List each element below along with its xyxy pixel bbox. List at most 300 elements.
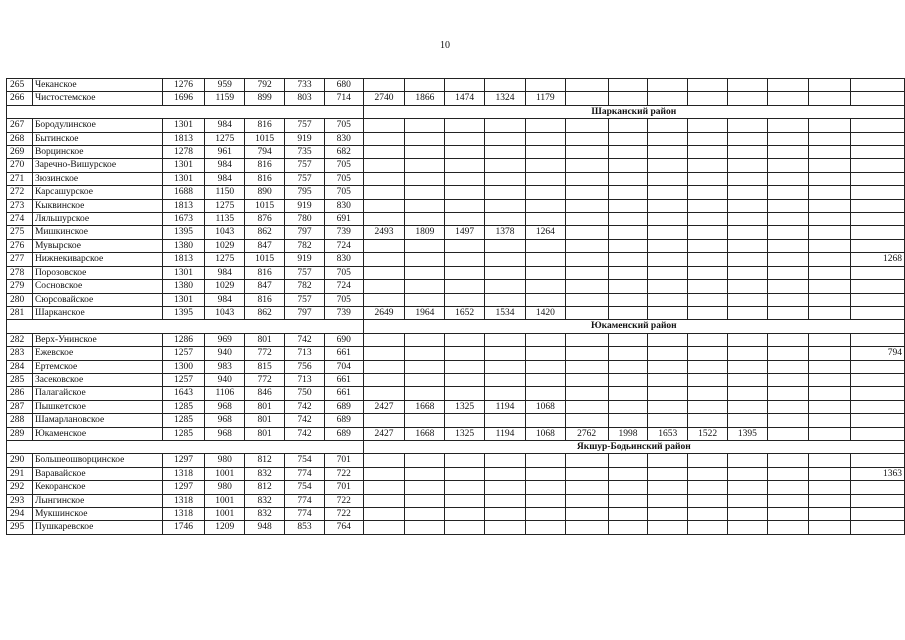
value-cell bbox=[608, 414, 648, 427]
value-cell: 1286 bbox=[162, 333, 205, 346]
value-cell bbox=[445, 186, 485, 199]
value-cell: 968 bbox=[205, 414, 245, 427]
value-cell bbox=[565, 467, 608, 480]
value-cell: 830 bbox=[324, 253, 363, 266]
value-cell bbox=[728, 508, 768, 521]
value-cell bbox=[445, 494, 485, 507]
value-cell bbox=[728, 266, 768, 279]
value-cell bbox=[688, 521, 728, 534]
value-cell bbox=[363, 199, 405, 212]
value-cell: 984 bbox=[205, 159, 245, 172]
value-cell bbox=[405, 481, 445, 494]
value-cell: 812 bbox=[245, 454, 285, 467]
value-cell bbox=[767, 481, 809, 494]
value-cell bbox=[405, 132, 445, 145]
value-cell bbox=[405, 172, 445, 185]
value-cell: 735 bbox=[285, 146, 325, 159]
value-cell: 830 bbox=[324, 199, 363, 212]
value-cell: 830 bbox=[324, 132, 363, 145]
value-cell bbox=[363, 454, 405, 467]
value-cell: 689 bbox=[324, 414, 363, 427]
value-cell bbox=[485, 146, 526, 159]
value-cell: 1522 bbox=[688, 427, 728, 440]
value-cell bbox=[445, 347, 485, 360]
row-number: 272 bbox=[7, 186, 33, 199]
value-cell: 742 bbox=[285, 333, 325, 346]
table-row bbox=[7, 360, 905, 373]
value-cell bbox=[525, 186, 565, 199]
value-cell: 754 bbox=[285, 454, 325, 467]
value-cell: 1420 bbox=[525, 306, 565, 319]
value-cell bbox=[363, 146, 405, 159]
value-cell bbox=[767, 239, 809, 252]
value-cell: 1813 bbox=[162, 199, 205, 212]
value-cell bbox=[363, 213, 405, 226]
value-cell bbox=[405, 159, 445, 172]
value-cell: 1285 bbox=[162, 427, 205, 440]
value-cell bbox=[608, 508, 648, 521]
value-cell bbox=[485, 213, 526, 226]
value-cell bbox=[565, 266, 608, 279]
value-cell bbox=[405, 199, 445, 212]
table-row bbox=[7, 481, 905, 494]
table-row bbox=[7, 400, 905, 413]
value-cell bbox=[648, 266, 688, 279]
value-cell bbox=[445, 333, 485, 346]
value-cell bbox=[809, 400, 851, 413]
value-cell bbox=[445, 119, 485, 132]
row-number: 295 bbox=[7, 521, 33, 534]
value-cell: 984 bbox=[205, 119, 245, 132]
value-cell: 801 bbox=[245, 414, 285, 427]
value-cell bbox=[809, 508, 851, 521]
value-cell bbox=[809, 481, 851, 494]
value-cell bbox=[525, 253, 565, 266]
value-cell bbox=[688, 306, 728, 319]
value-cell: 816 bbox=[245, 172, 285, 185]
value-cell: 1043 bbox=[205, 226, 245, 239]
value-cell: 1318 bbox=[162, 467, 205, 480]
value-cell: 661 bbox=[324, 347, 363, 360]
row-number: 285 bbox=[7, 373, 33, 386]
value-cell bbox=[565, 400, 608, 413]
value-cell: 1275 bbox=[205, 132, 245, 145]
value-cell bbox=[688, 414, 728, 427]
value-cell bbox=[565, 172, 608, 185]
row-number: 292 bbox=[7, 481, 33, 494]
value-cell bbox=[363, 347, 405, 360]
value-cell bbox=[405, 213, 445, 226]
value-cell: 2427 bbox=[363, 400, 405, 413]
value-cell bbox=[608, 373, 648, 386]
value-cell bbox=[565, 521, 608, 534]
value-cell bbox=[445, 508, 485, 521]
value-cell bbox=[608, 481, 648, 494]
value-cell bbox=[485, 333, 526, 346]
value-cell: 1301 bbox=[162, 266, 205, 279]
value-cell bbox=[851, 280, 905, 293]
value-cell: 742 bbox=[285, 427, 325, 440]
value-cell bbox=[445, 79, 485, 92]
value-cell bbox=[405, 79, 445, 92]
value-cell bbox=[485, 360, 526, 373]
value-cell bbox=[405, 146, 445, 159]
value-cell bbox=[688, 333, 728, 346]
value-cell: 862 bbox=[245, 306, 285, 319]
value-cell bbox=[809, 253, 851, 266]
row-number: 266 bbox=[7, 92, 33, 105]
value-cell bbox=[648, 494, 688, 507]
value-cell bbox=[485, 521, 526, 534]
value-cell bbox=[445, 253, 485, 266]
value-cell: 757 bbox=[285, 159, 325, 172]
value-cell: 2762 bbox=[565, 427, 608, 440]
table-row bbox=[7, 373, 905, 386]
settlement-name: Чистостемское bbox=[32, 92, 162, 105]
value-cell bbox=[525, 213, 565, 226]
settlement-name: Лынгинское bbox=[32, 494, 162, 507]
value-cell bbox=[485, 79, 526, 92]
value-cell bbox=[405, 333, 445, 346]
value-cell: 724 bbox=[324, 280, 363, 293]
value-cell bbox=[485, 253, 526, 266]
value-cell bbox=[363, 119, 405, 132]
value-cell bbox=[809, 186, 851, 199]
value-cell bbox=[688, 159, 728, 172]
value-cell bbox=[608, 306, 648, 319]
row-number: 274 bbox=[7, 213, 33, 226]
value-cell bbox=[851, 494, 905, 507]
value-cell bbox=[688, 199, 728, 212]
value-cell bbox=[767, 494, 809, 507]
value-cell bbox=[648, 199, 688, 212]
value-cell bbox=[648, 467, 688, 480]
value-cell bbox=[648, 280, 688, 293]
value-cell: 689 bbox=[324, 400, 363, 413]
value-cell bbox=[648, 226, 688, 239]
value-cell: 890 bbox=[245, 186, 285, 199]
value-cell: 1380 bbox=[162, 280, 205, 293]
value-cell bbox=[851, 333, 905, 346]
value-cell bbox=[525, 132, 565, 145]
value-cell bbox=[648, 306, 688, 319]
settlement-name: Ежевское bbox=[32, 347, 162, 360]
value-cell: 1300 bbox=[162, 360, 205, 373]
settlement-name: Ляльшурское bbox=[32, 213, 162, 226]
value-cell: 1395 bbox=[162, 306, 205, 319]
value-cell bbox=[648, 92, 688, 105]
value-cell bbox=[688, 79, 728, 92]
table-row bbox=[7, 508, 905, 521]
value-cell: 832 bbox=[245, 508, 285, 521]
value-cell: 899 bbox=[245, 92, 285, 105]
value-cell bbox=[648, 454, 688, 467]
value-cell bbox=[851, 427, 905, 440]
value-cell bbox=[809, 239, 851, 252]
settlement-name: Бытинское bbox=[32, 132, 162, 145]
value-cell bbox=[525, 373, 565, 386]
value-cell bbox=[525, 494, 565, 507]
value-cell bbox=[565, 92, 608, 105]
value-cell: 705 bbox=[324, 293, 363, 306]
value-cell bbox=[851, 79, 905, 92]
value-cell: 980 bbox=[205, 481, 245, 494]
row-number: 283 bbox=[7, 347, 33, 360]
settlement-name: Пышкетское bbox=[32, 400, 162, 413]
value-cell bbox=[648, 387, 688, 400]
value-cell bbox=[485, 266, 526, 279]
value-cell bbox=[525, 481, 565, 494]
value-cell: 722 bbox=[324, 494, 363, 507]
value-cell: 862 bbox=[245, 226, 285, 239]
value-cell bbox=[851, 373, 905, 386]
value-cell bbox=[728, 226, 768, 239]
value-cell bbox=[565, 387, 608, 400]
value-cell: 757 bbox=[285, 172, 325, 185]
value-cell bbox=[565, 280, 608, 293]
value-cell bbox=[728, 414, 768, 427]
value-cell bbox=[405, 414, 445, 427]
value-cell bbox=[728, 213, 768, 226]
value-cell bbox=[809, 213, 851, 226]
table-row bbox=[7, 333, 905, 346]
value-cell: 757 bbox=[285, 293, 325, 306]
district-header-row bbox=[7, 320, 905, 333]
tariff-table bbox=[6, 78, 905, 535]
value-cell bbox=[363, 280, 405, 293]
row-number: 288 bbox=[7, 414, 33, 427]
table-row bbox=[7, 172, 905, 185]
value-cell: 661 bbox=[324, 373, 363, 386]
value-cell bbox=[363, 293, 405, 306]
value-cell bbox=[648, 119, 688, 132]
value-cell bbox=[405, 239, 445, 252]
value-cell bbox=[767, 454, 809, 467]
value-cell bbox=[445, 266, 485, 279]
value-cell bbox=[851, 199, 905, 212]
value-cell bbox=[565, 414, 608, 427]
value-cell bbox=[767, 467, 809, 480]
value-cell: 1015 bbox=[245, 132, 285, 145]
settlement-name: Заречно-Вишурское bbox=[32, 159, 162, 172]
value-cell bbox=[565, 481, 608, 494]
value-cell bbox=[809, 146, 851, 159]
value-cell bbox=[363, 132, 405, 145]
value-cell bbox=[565, 239, 608, 252]
settlement-name: Кыквинское bbox=[32, 199, 162, 212]
value-cell bbox=[485, 119, 526, 132]
value-cell bbox=[688, 186, 728, 199]
value-cell bbox=[767, 213, 809, 226]
value-cell bbox=[608, 494, 648, 507]
value-cell: 816 bbox=[245, 293, 285, 306]
row-number: 270 bbox=[7, 159, 33, 172]
value-cell bbox=[851, 146, 905, 159]
value-cell: 722 bbox=[324, 467, 363, 480]
value-cell: 1001 bbox=[205, 508, 245, 521]
settlement-name: Сосновское bbox=[32, 280, 162, 293]
value-cell: 983 bbox=[205, 360, 245, 373]
value-cell bbox=[525, 333, 565, 346]
table-row bbox=[7, 92, 905, 105]
value-cell: 961 bbox=[205, 146, 245, 159]
value-cell bbox=[728, 280, 768, 293]
value-cell: 1135 bbox=[205, 213, 245, 226]
value-cell bbox=[405, 347, 445, 360]
settlement-name: Чеканское bbox=[32, 79, 162, 92]
value-cell: 1318 bbox=[162, 508, 205, 521]
value-cell bbox=[485, 347, 526, 360]
value-cell bbox=[688, 347, 728, 360]
value-cell bbox=[525, 159, 565, 172]
row-number: 265 bbox=[7, 79, 33, 92]
value-cell bbox=[728, 481, 768, 494]
value-cell: 705 bbox=[324, 172, 363, 185]
value-cell: 803 bbox=[285, 92, 325, 105]
value-cell: 1534 bbox=[485, 306, 526, 319]
value-cell bbox=[525, 414, 565, 427]
value-cell bbox=[525, 146, 565, 159]
value-cell: 797 bbox=[285, 226, 325, 239]
district-title: Якшур-Бодьинский район bbox=[363, 440, 904, 453]
value-cell bbox=[405, 508, 445, 521]
value-cell: 1325 bbox=[445, 400, 485, 413]
value-cell bbox=[767, 373, 809, 386]
value-cell bbox=[728, 146, 768, 159]
settlement-name: Зюзинское bbox=[32, 172, 162, 185]
value-cell: 2427 bbox=[363, 427, 405, 440]
row-number: 273 bbox=[7, 199, 33, 212]
value-cell bbox=[688, 92, 728, 105]
value-cell bbox=[809, 521, 851, 534]
value-cell bbox=[728, 360, 768, 373]
value-cell bbox=[363, 159, 405, 172]
value-cell: 1194 bbox=[485, 400, 526, 413]
value-cell: 705 bbox=[324, 266, 363, 279]
settlement-name: Карсашурское bbox=[32, 186, 162, 199]
value-cell: 815 bbox=[245, 360, 285, 373]
value-cell bbox=[405, 467, 445, 480]
value-cell: 691 bbox=[324, 213, 363, 226]
value-cell: 919 bbox=[285, 253, 325, 266]
value-cell bbox=[688, 293, 728, 306]
row-number: 287 bbox=[7, 400, 33, 413]
row-number: 279 bbox=[7, 280, 33, 293]
value-cell bbox=[565, 360, 608, 373]
value-cell bbox=[525, 280, 565, 293]
settlement-name: Нижнекиварское bbox=[32, 253, 162, 266]
value-cell bbox=[851, 92, 905, 105]
value-cell bbox=[485, 467, 526, 480]
value-cell: 1297 bbox=[162, 454, 205, 467]
value-cell bbox=[565, 293, 608, 306]
value-cell bbox=[485, 494, 526, 507]
value-cell bbox=[851, 521, 905, 534]
value-cell bbox=[809, 280, 851, 293]
value-cell bbox=[809, 293, 851, 306]
settlement-name: Сюрсовайское bbox=[32, 293, 162, 306]
value-cell: 1301 bbox=[162, 119, 205, 132]
value-cell bbox=[608, 213, 648, 226]
value-cell bbox=[851, 293, 905, 306]
value-cell bbox=[851, 266, 905, 279]
value-cell: 816 bbox=[245, 266, 285, 279]
section-blank-cell bbox=[7, 320, 364, 333]
value-cell: 1474 bbox=[445, 92, 485, 105]
value-cell: 1179 bbox=[525, 92, 565, 105]
value-cell: 713 bbox=[285, 347, 325, 360]
value-cell: 1068 bbox=[525, 400, 565, 413]
value-cell: 876 bbox=[245, 213, 285, 226]
row-number: 291 bbox=[7, 467, 33, 480]
value-cell bbox=[809, 427, 851, 440]
row-number: 267 bbox=[7, 119, 33, 132]
value-cell bbox=[363, 239, 405, 252]
value-cell bbox=[565, 132, 608, 145]
value-cell: 754 bbox=[285, 481, 325, 494]
value-cell bbox=[767, 92, 809, 105]
table-row bbox=[7, 213, 905, 226]
value-cell bbox=[851, 132, 905, 145]
value-cell: 948 bbox=[245, 521, 285, 534]
value-cell bbox=[608, 239, 648, 252]
value-cell bbox=[445, 467, 485, 480]
settlement-name: Засековское bbox=[32, 373, 162, 386]
value-cell: 801 bbox=[245, 400, 285, 413]
value-cell bbox=[485, 280, 526, 293]
value-cell: 774 bbox=[285, 467, 325, 480]
value-cell: 1652 bbox=[445, 306, 485, 319]
value-cell bbox=[648, 239, 688, 252]
value-cell bbox=[565, 333, 608, 346]
value-cell bbox=[809, 454, 851, 467]
value-cell bbox=[363, 494, 405, 507]
value-cell bbox=[363, 521, 405, 534]
table-row bbox=[7, 293, 905, 306]
value-cell bbox=[485, 481, 526, 494]
value-cell bbox=[405, 373, 445, 386]
value-cell bbox=[851, 226, 905, 239]
value-cell bbox=[405, 521, 445, 534]
settlement-name: Бородулинское bbox=[32, 119, 162, 132]
value-cell bbox=[688, 360, 728, 373]
value-cell: 750 bbox=[285, 387, 325, 400]
row-number: 282 bbox=[7, 333, 33, 346]
value-cell: 682 bbox=[324, 146, 363, 159]
value-cell: 757 bbox=[285, 119, 325, 132]
value-cell bbox=[648, 373, 688, 386]
table-row bbox=[7, 79, 905, 92]
value-cell: 794 bbox=[851, 347, 905, 360]
value-cell bbox=[608, 172, 648, 185]
value-cell: 1276 bbox=[162, 79, 205, 92]
value-cell: 690 bbox=[324, 333, 363, 346]
value-cell bbox=[445, 280, 485, 293]
value-cell bbox=[648, 481, 688, 494]
value-cell bbox=[485, 159, 526, 172]
value-cell bbox=[608, 467, 648, 480]
value-cell bbox=[688, 373, 728, 386]
value-cell: 984 bbox=[205, 172, 245, 185]
value-cell bbox=[851, 360, 905, 373]
value-cell bbox=[525, 387, 565, 400]
value-cell: 2740 bbox=[363, 92, 405, 105]
value-cell bbox=[405, 266, 445, 279]
value-cell: 772 bbox=[245, 373, 285, 386]
value-cell bbox=[405, 186, 445, 199]
value-cell: 1043 bbox=[205, 306, 245, 319]
page-number: 10 bbox=[440, 40, 450, 51]
